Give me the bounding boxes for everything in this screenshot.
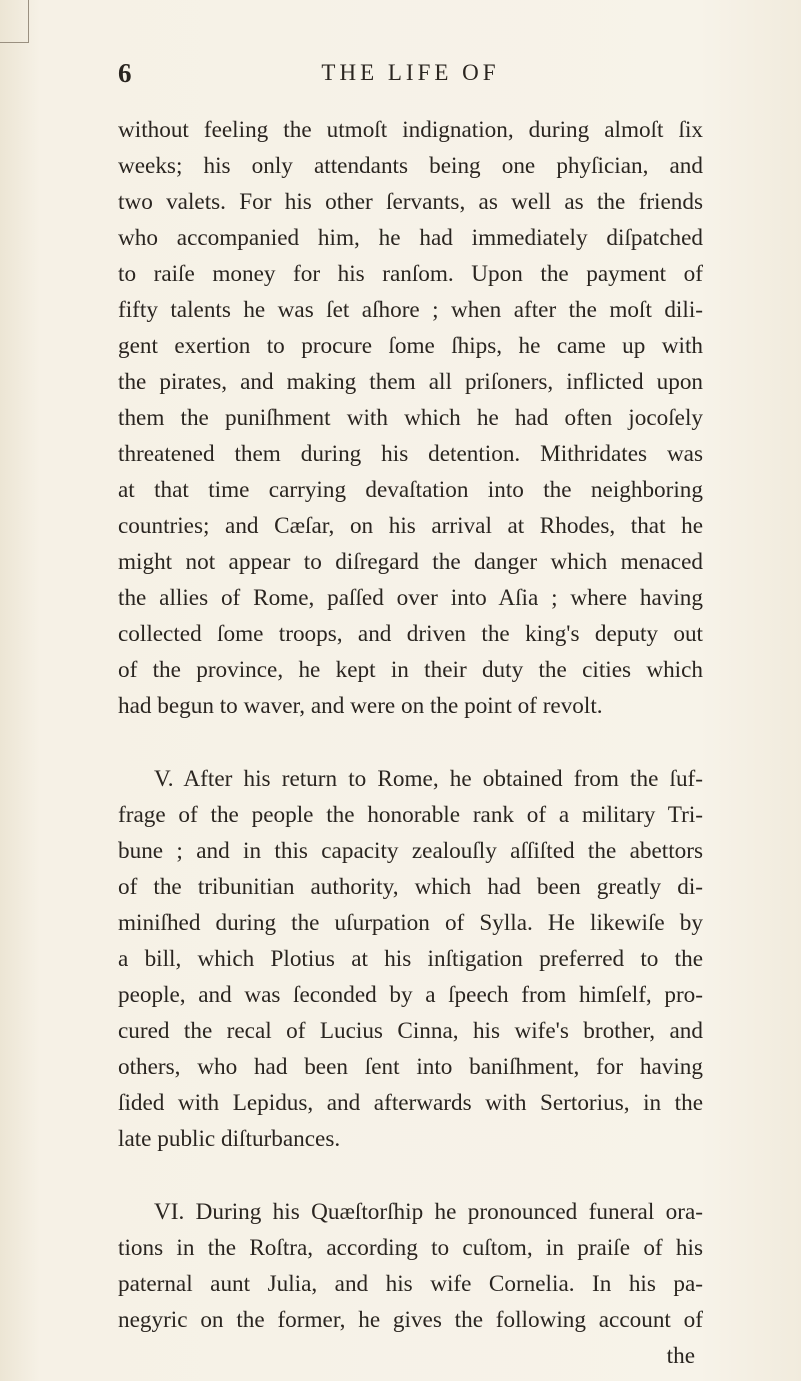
paragraph <box>118 761 703 1157</box>
text-line: bune ; and in this capacity zealouſly aſſiſted the abettors <box>118 838 703 864</box>
text-line: might not appear to diſregard the danger which menaced <box>118 549 703 575</box>
text-line: the allies of Rome, paſſed over into Aſia ; where having <box>118 585 703 611</box>
text-line: countries; and Cæſar, on his arrival at Rhodes, that he <box>118 513 703 539</box>
text-line: tions in the Roſtra, according to cuſtom, in praiſe of his <box>118 1235 703 1261</box>
paragraph-gap <box>118 1157 703 1194</box>
text-line: them the puniſhment with which he had often jocoſely <box>118 405 703 431</box>
catchword: the <box>666 1343 695 1369</box>
text-line: the pirates, and making them all priſoners, inflicted upon <box>118 369 703 395</box>
page-number: 6 <box>118 58 132 88</box>
page-header <box>118 58 703 98</box>
text-line: cured the recal of Lucius Cinna, his wife's brother, and <box>118 1018 703 1044</box>
text-line: ſided with Lepidus, and afterwards with Sertorius, in the <box>118 1090 703 1116</box>
text-line: miniſhed during the uſurpation of Sylla. He likewiſe by <box>118 910 703 936</box>
text-line: people, and was ſeconded by a ſpeech from himſelf, pro- <box>118 982 703 1008</box>
paragraph <box>118 1194 703 1338</box>
text-line: gent exertion to procure ſome ſhips, he came up with <box>118 333 703 359</box>
text-line: at that time carrying devaſtation into the neighboring <box>118 477 703 503</box>
text-line: without feeling the utmoſt indignation, during almoſt ſix <box>118 117 703 143</box>
paragraph <box>118 112 703 724</box>
text-line: fifty talents he was ſet aſhore ; when after the moſt dili- <box>118 297 703 323</box>
text-line: VI. During his Quæſtorſhip he pronounced funeral ora- <box>154 1199 703 1225</box>
text-line: who accompanied him, he had immediately diſpatched <box>118 225 703 251</box>
text-line: others, who had been ſent into baniſhment, for having <box>118 1054 703 1080</box>
body-text <box>118 112 703 1374</box>
text-line: V. After his return to Rome, he obtained from the ſuf- <box>154 766 703 792</box>
text-line: had begun to waver, and were on the point of revolt. <box>118 693 603 719</box>
text-line: two valets. For his other ſervants, as well as the friends <box>118 189 703 215</box>
running-head: THE LIFE OF <box>321 60 500 85</box>
text-line: negyric on the former, he gives the following account of <box>118 1307 703 1333</box>
page-binding-edge <box>0 0 29 43</box>
text-line: threatened them during his detention. Mithridates was <box>118 441 703 467</box>
text-line: frage of the people the honorable rank of a military Tri- <box>118 802 703 828</box>
text-line: late public diſturbances. <box>118 1126 341 1152</box>
paragraph-gap <box>118 724 703 761</box>
text-line: of the province, he kept in their duty the cities which <box>118 657 703 683</box>
text-line: of the tribunitian authority, which had been greatly di- <box>118 874 703 900</box>
text-line: a bill, which Plotius at his inſtigation preferred to the <box>118 946 703 972</box>
text-line: collected ſome troops, and driven the king's deputy out <box>118 621 703 647</box>
text-line: weeks; his only attendants being one phyſician, and <box>118 153 703 179</box>
text-line: paternal aunt Julia, and his wife Cornelia. In his pa- <box>118 1271 703 1297</box>
text-line: to raiſe money for his ranſom. Upon the payment of <box>118 261 703 287</box>
